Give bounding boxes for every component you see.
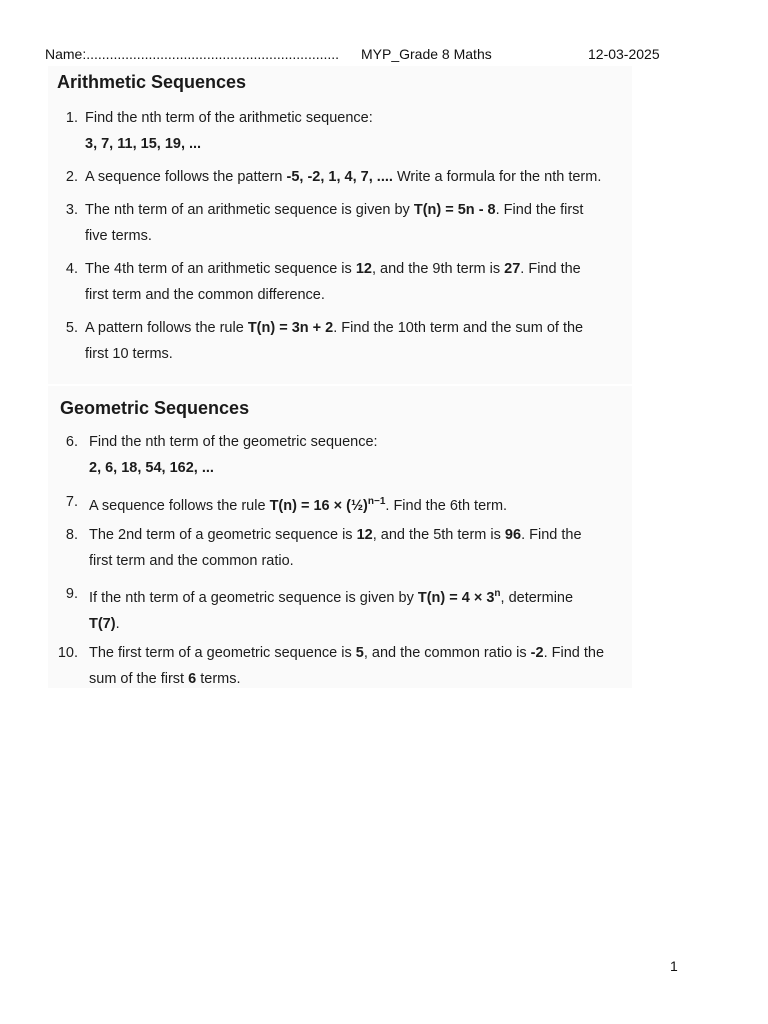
question-text-end: . Find the first [495, 202, 584, 218]
geometric-section [48, 386, 632, 688]
sequence-terms: 3, 7, 11, 15, 19, ... [85, 136, 202, 152]
question-text-mid: , and the 9th term is [371, 261, 505, 277]
question-number: 7. [65, 494, 78, 510]
question-number: 9. [65, 586, 78, 602]
page-number: 1 [670, 958, 678, 974]
formula: T(n) = 16 × (½) [269, 497, 368, 514]
question-text-continued: first term and the common ratio. [89, 553, 294, 569]
question-number: 2. [65, 169, 78, 185]
value: -2 [530, 645, 544, 661]
geometric-section-title: Geometric Sequences [60, 398, 250, 418]
question-text: A sequence follows the rule [89, 497, 270, 514]
question-text-continued: sum of the first [89, 671, 189, 687]
question-text-continued: first term and the common difference. [85, 287, 325, 303]
value: 12 [356, 527, 373, 543]
question-text-mid: , and the common ratio is [363, 645, 531, 661]
question-number: 4. [65, 261, 78, 277]
exponent: n [494, 588, 501, 599]
value: 27 [504, 261, 521, 277]
question-text-end: . Find the [521, 527, 582, 543]
question-text-continued: five terms. [85, 228, 152, 244]
question-text-end: Write a formula for the nth term. [392, 169, 602, 185]
question-text-end: terms. [196, 671, 241, 687]
value: 96 [504, 527, 522, 543]
question-text: The nth term of an arithmetic sequence is given by [85, 202, 414, 218]
name-field-label: Name:................................................................. [45, 46, 340, 62]
arithmetic-section [48, 66, 632, 384]
question-text-continued: first 10 terms. [85, 346, 173, 362]
question-text-end: , determine [500, 589, 574, 606]
value: 6 [188, 671, 197, 687]
value: 5 [355, 645, 364, 661]
sequence-terms: -5, -2, 1, 4, 7, .... [286, 169, 393, 185]
question-text-end: . Find the 6th term. [385, 497, 508, 514]
question-number: 6. [65, 434, 78, 450]
question-number: 3. [65, 202, 78, 218]
value: 12 [355, 261, 372, 277]
question-text-end: . [115, 615, 120, 632]
question-text: The 2nd term of a geometric sequence is [89, 527, 357, 543]
question-text-end: . Find the [543, 645, 605, 661]
question-text: A sequence follows the pattern [85, 169, 287, 185]
formula: T(n) = 3n + 2 [247, 320, 334, 336]
question-text-end: . Find the [520, 261, 581, 277]
question-text: If the nth term of a geometric sequence is given by [89, 589, 418, 606]
question-text: A pattern follows the rule [85, 320, 248, 336]
arithmetic-section-title: Arithmetic Sequences [57, 72, 247, 92]
question-text: Find the nth term of the geometric sequence: [89, 434, 378, 450]
formula: T(7) [89, 615, 116, 632]
question-number: 10. [57, 645, 78, 661]
question-text: Find the nth term of the arithmetic sequence: [85, 110, 373, 126]
question-text: The 4th term of an arithmetic sequence is [85, 261, 356, 277]
question-number: 1. [65, 110, 78, 126]
course-title: MYP_Grade 8 Maths [361, 46, 492, 62]
question-number: 5. [65, 320, 78, 336]
sequence-terms: 2, 6, 18, 54, 162, ... [89, 460, 214, 476]
question-number: 8. [65, 527, 78, 543]
question-text: The first term of a geometric sequence is [89, 645, 356, 661]
formula: T(n) = 5n - 8 [413, 202, 496, 218]
worksheet-date: 12-03-2025 [588, 46, 660, 62]
question-text-end: . Find the 10th term and the sum of the [333, 320, 584, 336]
exponent: n−1 [367, 496, 386, 507]
formula: T(n) = 4 × 3 [417, 589, 495, 606]
question-text-mid: , and the 5th term is [372, 527, 505, 543]
